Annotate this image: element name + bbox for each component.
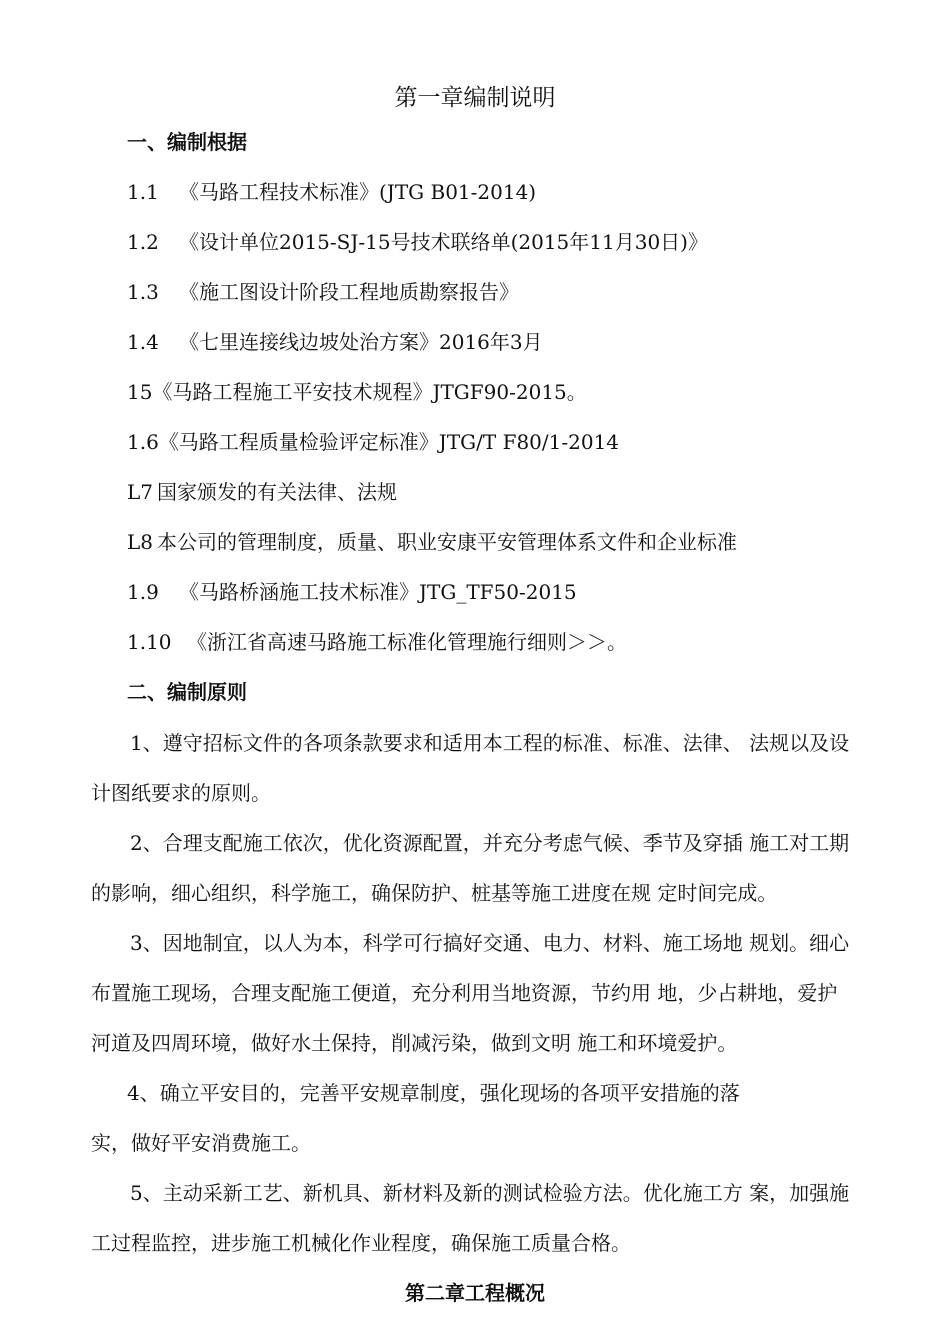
principle-line-5: 3、因地制宜，以人为本，科学可行搞好交通、电力、材料、施工场地 规划。细心	[130, 931, 850, 955]
basis-item-6	[127, 429, 619, 455]
item-text: 《马路桥涵施工技术标准》JTG_TF50-2015	[179, 580, 577, 604]
principle-line-9: 实，做好平安消费施工。	[91, 1131, 311, 1155]
item-number: 1.6	[127, 430, 159, 454]
item-text: 《马路工程质量检验评定标准》JTG/T F80/1-2014	[158, 430, 620, 454]
chapter-2-title: 第二章工程概况	[405, 1281, 545, 1305]
item-text: 《马路工程技术标准》(JTG B01-2014)	[179, 180, 537, 204]
basis-item-2	[127, 229, 708, 255]
item-text: 《施工图设计阶段工程地质勘察报告》	[179, 280, 519, 304]
item-text: 《马路工程施工平安技术规程》JTGF90-2015。	[152, 380, 587, 404]
item-number: 1.3	[127, 280, 159, 304]
basis-item-1	[127, 179, 536, 205]
principle-line-8: 4、确立平安目的，完善平安规章制度，强化现场的各项平安措施的落	[127, 1081, 740, 1105]
basis-item-3	[127, 279, 519, 305]
item-number: 1.1	[127, 180, 159, 204]
item-number: 15	[127, 380, 153, 404]
section-2-heading: 二、编制原则	[127, 680, 247, 704]
principle-line-7: 河道及四周环境，做好水土保持，削减污染，做到文明 施工和环境爱护。	[91, 1031, 738, 1055]
item-number: 1.10	[127, 630, 172, 654]
basis-item-9	[127, 579, 577, 605]
item-number: L8	[127, 530, 154, 554]
basis-item-10	[127, 629, 627, 655]
item-number: 1.2	[127, 230, 159, 254]
principle-line-2: 计图纸要求的原则。	[91, 781, 271, 805]
basis-item-4	[127, 329, 543, 355]
principle-line-11: 工过程监控，进步施工机械化作业程度，确保施工质量合格。	[91, 1231, 631, 1255]
principle-line-1: 1、遵守招标文件的各项条款要求和适用本工程的标准、标准、法律、 法规以及设	[130, 731, 850, 755]
item-text: 《七里连接线边坡处治方案》2016年3月	[179, 330, 543, 354]
principle-line-4: 的影响，细心组织，科学施工，确保防护、桩基等施工进度在规 定时间完成。	[91, 881, 778, 905]
item-number: 1.9	[127, 580, 159, 604]
chapter-1-title: 第一章编制说明	[394, 85, 556, 111]
item-text: 国家颁发的有关法律、法规	[157, 480, 398, 504]
item-text: 《浙江省高速马路施工标准化管理施行细则＞＞。	[187, 630, 627, 654]
principle-line-3: 2、合理支配施工依次，优化资源配置，并充分考虑气候、季节及穿插 施工对工期	[130, 831, 850, 855]
principle-line-10: 5、主动采新工艺、新机具、新材料及新的测试检验方法。优化施工方 案，加强施	[130, 1181, 850, 1205]
principle-line-6: 布置施工现场，合理支配施工便道，充分利用当地资源，节约用 地，少占耕地，爱护	[91, 981, 838, 1005]
basis-item-7	[127, 479, 397, 505]
item-text: 《设计单位2015-SJ-15号技术联络单(2015年11月30日)》	[179, 230, 708, 254]
basis-item-8	[127, 529, 737, 555]
item-number: 1.4	[127, 330, 159, 354]
item-number: L7	[127, 480, 154, 504]
basis-item-5	[127, 379, 587, 405]
item-text: 本公司的管理制度，质量、职业安康平安管理体系文件和企业标准	[157, 530, 738, 554]
section-1-heading: 一、编制根据	[127, 130, 247, 154]
